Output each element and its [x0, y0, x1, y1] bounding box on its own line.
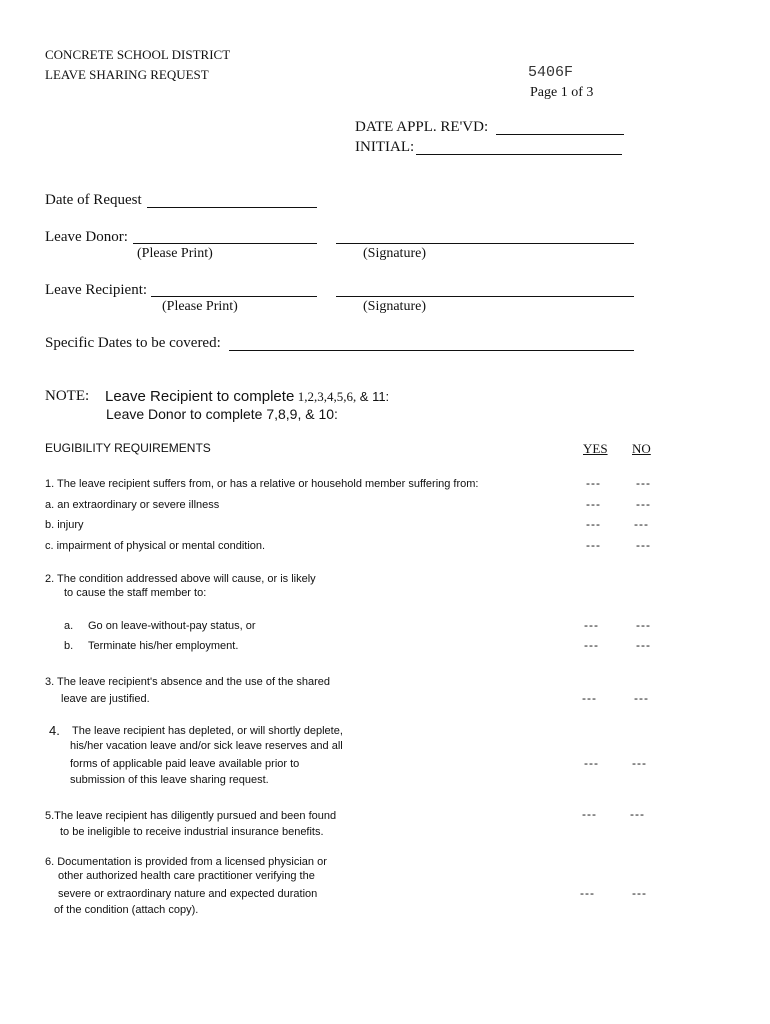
requirement-1b-yes-blank[interactable]: ---: [586, 517, 601, 531]
date-received-field[interactable]: [496, 134, 624, 135]
requirement-1-no-blank[interactable]: ---: [636, 476, 651, 490]
requirement-6-line-1: 6. Documentation is provided from a licensed physician or: [45, 856, 327, 868]
requirement-4-no-blank[interactable]: ---: [632, 756, 647, 770]
date-of-request-label: Date of Request: [45, 192, 142, 208]
requirement-2b: Terminate his/her employment.: [88, 640, 239, 652]
note-donor-line: Leave Donor to complete 7,8,9, & 10:: [106, 406, 338, 422]
requirement-5-no-blank[interactable]: ---: [630, 807, 645, 821]
leave-donor-label: Leave Donor:: [45, 229, 128, 245]
date-of-request-field[interactable]: [147, 207, 317, 208]
leave-recipient-name-field[interactable]: [151, 296, 317, 297]
requirement-2-line-1: 2. The condition addressed above will cause, or is likely: [45, 573, 316, 585]
yes-column-header: YES: [583, 441, 608, 456]
note-recipient-items: 1,2,3,4,5,6,: [297, 389, 357, 404]
requirement-1b: b. injury: [45, 519, 84, 531]
initial-field[interactable]: [416, 154, 622, 155]
requirement-5-line-2: to be ineligible to receive industrial insurance benefits.: [60, 826, 324, 838]
district-name: CONCRETE SCHOOL DISTRICT: [45, 47, 231, 62]
note-label: NOTE:: [45, 388, 90, 404]
requirement-2b-yes-blank[interactable]: ---: [584, 638, 599, 652]
requirement-6-line-4: of the condition (attach copy).: [54, 904, 199, 916]
requirement-3-line-2: leave are justified.: [61, 693, 150, 705]
requirement-2b-no-blank[interactable]: ---: [636, 638, 651, 652]
form-title: LEAVE SHARING REQUEST: [45, 67, 209, 82]
requirement-6-yes-blank[interactable]: ---: [580, 886, 595, 900]
leave-recipient-signature-field[interactable]: [336, 296, 634, 297]
date-received-label: DATE APPL. RE'VD:: [355, 119, 489, 135]
donor-please-print: (Please Print): [137, 246, 213, 261]
donor-signature-caption: (Signature): [363, 246, 426, 261]
requirement-4-line-2: his/her vacation leave and/or sick leave reserves and all: [70, 740, 343, 752]
leave-donor-signature-field[interactable]: [336, 243, 634, 244]
requirement-3-line-1: 3. The leave recipient's absence and the use of the shared: [45, 676, 331, 688]
specific-dates-field[interactable]: [229, 350, 634, 351]
requirement-6-line-3: severe or extraordinary nature and expected duration: [58, 888, 318, 900]
requirement-4-line-1: The leave recipient has depleted, or will shortly deplete,: [72, 725, 343, 737]
requirement-4-line-3: forms of applicable paid leave available prior to: [70, 758, 300, 770]
requirement-1a: a. an extraordinary or severe illness: [45, 499, 220, 511]
requirement-1: 1. The leave recipient suffers from, or has a relative or household member suffering from:: [45, 478, 479, 490]
requirement-5-yes-blank[interactable]: ---: [582, 807, 597, 821]
note-recipient-last: & 11:: [359, 389, 390, 404]
requirement-2a-letter: a.: [64, 620, 74, 632]
requirement-1-yes-blank[interactable]: ---: [586, 476, 601, 490]
note-recipient-text: Leave Recipient to complete: [105, 388, 295, 405]
requirement-6-line-2: other authorized health care practitioner verifying the: [58, 870, 315, 882]
requirement-2-line-2: to cause the staff member to:: [64, 587, 207, 599]
note-recipient-line: [105, 388, 389, 406]
requirement-3-yes-blank[interactable]: ---: [582, 691, 597, 705]
requirement-1b-no-blank[interactable]: ---: [634, 517, 649, 531]
leave-recipient-label: Leave Recipient:: [45, 282, 148, 298]
leave-donor-name-field[interactable]: [133, 243, 317, 244]
specific-dates-label: Specific Dates to be covered:: [45, 335, 221, 351]
requirement-1a-no-blank[interactable]: ---: [636, 497, 651, 511]
requirement-1c-yes-blank[interactable]: ---: [586, 538, 601, 552]
requirement-3-no-blank[interactable]: ---: [634, 691, 649, 705]
requirement-2a-yes-blank[interactable]: ---: [584, 618, 599, 632]
requirement-4-yes-blank[interactable]: ---: [584, 756, 599, 770]
requirement-6-no-blank[interactable]: ---: [632, 886, 647, 900]
initial-label: INITIAL:: [355, 139, 415, 155]
requirement-2b-letter: b.: [64, 640, 74, 652]
requirement-4-number: 4.: [49, 723, 60, 738]
form-number: 5406F: [528, 64, 574, 81]
requirement-5-line-1: 5.The leave recipient has diligently pursued and been found: [45, 810, 337, 822]
requirement-2a: Go on leave-without-pay status, or: [88, 620, 256, 632]
requirements-heading: EUGIBILITY REQUIREMENTS: [45, 441, 211, 455]
recipient-signature-caption: (Signature): [363, 299, 426, 314]
requirement-1a-yes-blank[interactable]: ---: [586, 497, 601, 511]
recipient-please-print: (Please Print): [162, 299, 238, 314]
requirement-1c: c. impairment of physical or mental condition.: [45, 540, 266, 552]
page-number: Page 1 of 3: [530, 85, 594, 100]
no-column-header: NO: [632, 441, 651, 456]
requirement-2a-no-blank[interactable]: ---: [636, 618, 651, 632]
requirement-1c-no-blank[interactable]: ---: [636, 538, 651, 552]
requirement-4-line-4: submission of this leave sharing request.: [70, 774, 269, 786]
